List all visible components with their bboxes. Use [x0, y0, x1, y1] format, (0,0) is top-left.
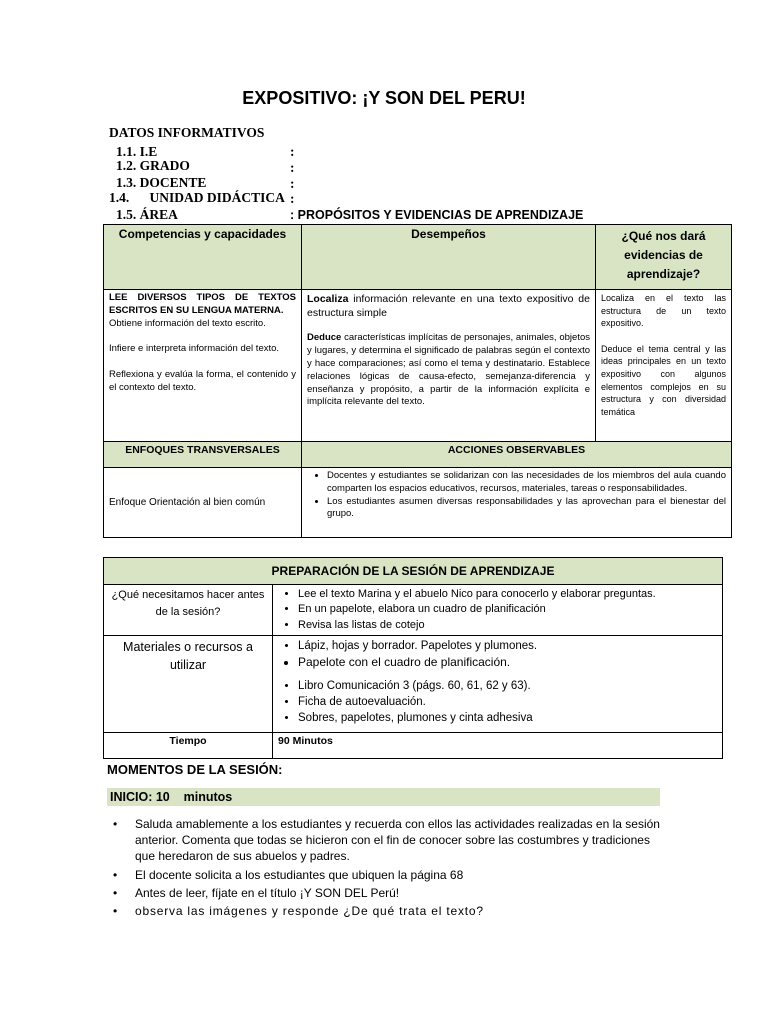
- datos-area-value: : PROPÓSITOS Y EVIDENCIAS DE APRENDIZAJE: [290, 208, 584, 222]
- step-item: • El docente solicita a los estudiantes que ubiquen la página 68: [135, 867, 660, 883]
- datos-sep-docente: :: [290, 176, 295, 191]
- tiempo-row: [104, 733, 723, 759]
- antes-item: • Lee el texto Marina y el abuelo Nico para conocerlo y elaborar preguntas.: [298, 587, 717, 602]
- antes-label: ¿Qué necesitamos hacer antes de la sesión?: [104, 585, 273, 636]
- tiempo-value: 90 Minutos: [273, 733, 723, 759]
- material-item: • Papelote con el cuadro de planificación.: [298, 654, 717, 671]
- desempeno-1: Localiza información relevante en una texto expositivo de estructura simple: [307, 293, 590, 320]
- propositos-content-row: [104, 290, 732, 442]
- header-acciones: ACCIONES OBSERVABLES: [302, 442, 732, 468]
- preparacion-header-row: [104, 558, 723, 585]
- desempeno-2: Deduce características implícitas de personajes, animales, objetos y lugares, y determina el significado de palabras según el contexto y hace comparaciones; así como el tema y destinatario. Establece relaciones lógicas de causa-efecto, semejanza-diferencia y enseñanza y propósito, a partir de la información explícita e implícita relevante del texto.: [307, 332, 590, 408]
- antes-cell: [273, 585, 723, 636]
- antes-item: • Revisa las listas de cotejo: [298, 618, 717, 633]
- competencias-cell: [104, 290, 302, 442]
- header-enfoques: ENFOQUES TRANSVERSALES: [104, 442, 302, 468]
- page-title: EXPOSITIVO: ¡Y SON DEL PERU!: [242, 88, 526, 108]
- header-evidencias: ¿Qué nos dará evidencias de aprendizaje?: [596, 225, 732, 290]
- momentos-heading: MOMENTOS DE LA SESIÓN:: [107, 762, 283, 777]
- propositos-header-row: [104, 225, 732, 290]
- header-desempenos: Desempeños: [302, 225, 596, 290]
- materiales-label: Materiales o recursos a utilizar: [104, 636, 273, 733]
- propositos-table: [103, 224, 732, 538]
- acciones-cell: [302, 468, 732, 538]
- antes-row: [104, 585, 723, 636]
- preparacion-header: PREPARACIÓN DE LA SESIÓN DE APRENDIZAJE: [104, 558, 723, 585]
- enfoque-cell: Enfoque Orientación al bien común: [104, 468, 302, 538]
- enfoques-header-row: [104, 442, 732, 468]
- step-item: • Antes de leer, fíjate en el título ¡Y SON DEL Perú!: [135, 885, 660, 901]
- accion-item: • Docentes y estudiantes se solidarizan con las necesidades de los miembros del aula cuando comparten los espacios educativos, recursos, materiales, tareas o responsabilidades.: [327, 470, 726, 496]
- step-item: • observa las imágenes y responde ¿De qué trata el texto?: [135, 903, 660, 919]
- capacidad-2: Infiere e interpreta información del texto.: [109, 343, 280, 355]
- materiales-cell: [273, 636, 723, 733]
- datos-sep-unidad: :: [290, 191, 295, 206]
- antes-item: • En un papelote, elabora un cuadro de planificación: [298, 602, 717, 617]
- datos-label-grado: 1.2. GRADO: [116, 158, 190, 173]
- material-item: • Libro Comunicación 3 (págs. 60, 61, 62 y 63).: [298, 678, 717, 694]
- datos-label-docente: 1.3. DOCENTE: [116, 175, 207, 190]
- desempenos-cell: [302, 290, 596, 442]
- accion-item: • Los estudiantes asumen diversas responsabilidades y las aprovechan para el bienestar del grupo.: [327, 496, 726, 522]
- capacidad-1: Obtiene información del texto escrito.: [109, 317, 266, 329]
- preparacion-table: [103, 557, 723, 759]
- enfoques-content-row: [104, 468, 732, 538]
- datos-sep-grado: :: [290, 160, 295, 175]
- evidencia-2: Deduce el tema central y las ideas principales en un texto expositivo con algunos elementos complejos en su estructura y con diversidad temática: [601, 343, 726, 417]
- inicio-bar: INICIO: 10 minutos: [107, 788, 660, 806]
- inicio-steps: [135, 816, 660, 921]
- material-item: • Ficha de autoevaluación.: [298, 694, 717, 710]
- evidencias-cell: [596, 290, 732, 442]
- datos-heading: DATOS INFORMATIVOS: [109, 125, 265, 140]
- material-item: • Lápiz, hojas y borrador. Papelotes y plumones.: [298, 638, 717, 654]
- datos-label-ie: 1.1. I.E: [116, 144, 158, 159]
- competencia-title: LEE DIVERSOS TIPOS DE TEXTOS ESCRITOS EN SU LENGUA MATERNA.: [109, 292, 296, 316]
- datos-label-area: 1.5. ÁREA: [116, 207, 178, 222]
- datos-label-unidad: 1.4. UNIDAD DIDÁCTICA: [109, 190, 285, 205]
- datos-sep-ie: :: [290, 144, 295, 159]
- material-item: • Sobres, papelotes, plumones y cinta adhesiva: [298, 710, 717, 726]
- step-item: • Saluda amablemente a los estudiantes y recuerda con ellos las actividades realizadas en la sesión anterior. Comenta que todas se hicieron con el fin de conocer sobre las costumbres y tradiciones que heredaron de sus abuelos y padres.: [135, 816, 660, 865]
- evidencia-1: Localiza en el texto las estructura de un texto expositivo.: [601, 293, 726, 329]
- capacidad-3: Reflexiona y evalúa la forma, el contenido y el contexto del texto.: [109, 369, 296, 394]
- tiempo-label: Tiempo: [104, 733, 273, 759]
- materiales-row: [104, 636, 723, 733]
- header-competencias: Competencias y capacidades: [104, 225, 302, 290]
